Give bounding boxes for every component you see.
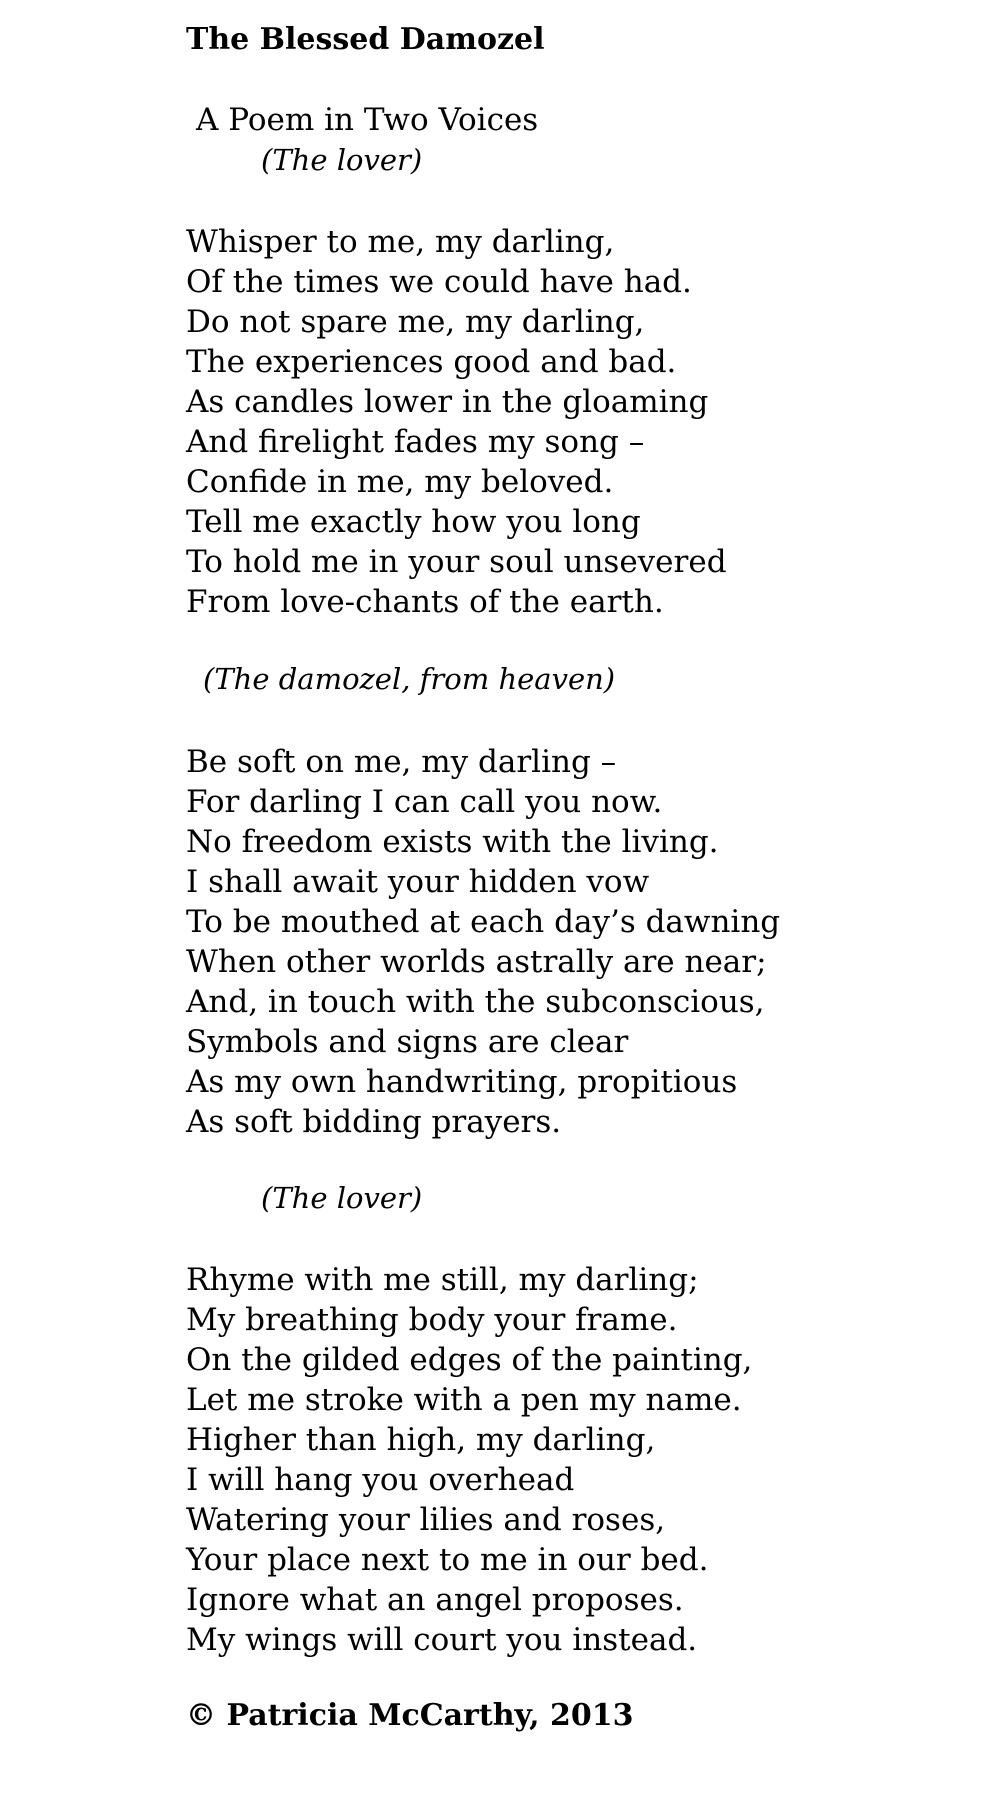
- poem-line: Be soft on me, my darling –: [186, 744, 617, 780]
- poem-line: When other worlds astrally are near;: [186, 944, 767, 980]
- poem-line: Rhyme with me still, my darling;: [186, 1262, 699, 1298]
- poem-subtitle: A Poem in Two Voices: [196, 102, 539, 138]
- poem-line: For darling I can call you now.: [186, 784, 663, 820]
- poem-line: As candles lower in the gloaming: [186, 384, 709, 420]
- poem-line: Higher than high, my darling,: [186, 1422, 656, 1458]
- voice-label-lover: (The lover): [261, 143, 423, 177]
- poem-line: To hold me in your soul unsevered: [186, 544, 727, 580]
- poem-line: Of the times we could have had.: [186, 264, 692, 300]
- poem-line: Confide in me, my beloved.: [186, 464, 614, 500]
- poem-line: My breathing body your frame.: [186, 1302, 678, 1338]
- stanza-lover-1: [186, 222, 727, 622]
- poem-line: Tell me exactly how you long: [186, 504, 641, 540]
- stanza-lover-2: [186, 1260, 752, 1660]
- copyright-notice: © Patricia McCarthy, 2013: [186, 1698, 634, 1733]
- poem-line: The experiences good and bad.: [186, 344, 677, 380]
- poem-line: Whisper to me, my darling,: [186, 224, 615, 260]
- poem-line: No freedom exists with the living.: [186, 824, 719, 860]
- poem-line: Ignore what an angel proposes.: [186, 1582, 684, 1618]
- poem-title: The Blessed Damozel: [186, 22, 545, 57]
- poem-line: From love-chants of the earth.: [186, 584, 664, 620]
- poem-line: On the gilded edges of the painting,: [186, 1342, 753, 1378]
- poem-line: As my own handwriting, propitious: [186, 1064, 738, 1100]
- poem-line: Let me stroke with a pen my name.: [186, 1382, 742, 1418]
- poem-line: To be mouthed at each day’s dawning: [186, 904, 781, 940]
- poem-line: And firelight fades my song –: [186, 424, 645, 460]
- poem-line: As soft bidding prayers.: [186, 1104, 562, 1140]
- poem-line: I shall await your hidden vow: [186, 864, 650, 900]
- stanza-damozel: [186, 742, 780, 1142]
- poem-line: My wings will court you instead.: [186, 1622, 698, 1658]
- voice-label-damozel: (The damozel, from heaven): [203, 662, 616, 696]
- poem-line: Do not spare me, my darling,: [186, 304, 645, 340]
- poem-line: I will hang you overhead: [186, 1462, 575, 1498]
- poem-line: Your place next to me in our bed.: [186, 1542, 709, 1578]
- voice-label-lover: (The lover): [261, 1181, 423, 1215]
- poem-line: And, in touch with the subconscious,: [186, 984, 765, 1020]
- poem-line: Watering your lilies and roses,: [186, 1502, 666, 1538]
- poem-line: Symbols and signs are clear: [186, 1024, 629, 1060]
